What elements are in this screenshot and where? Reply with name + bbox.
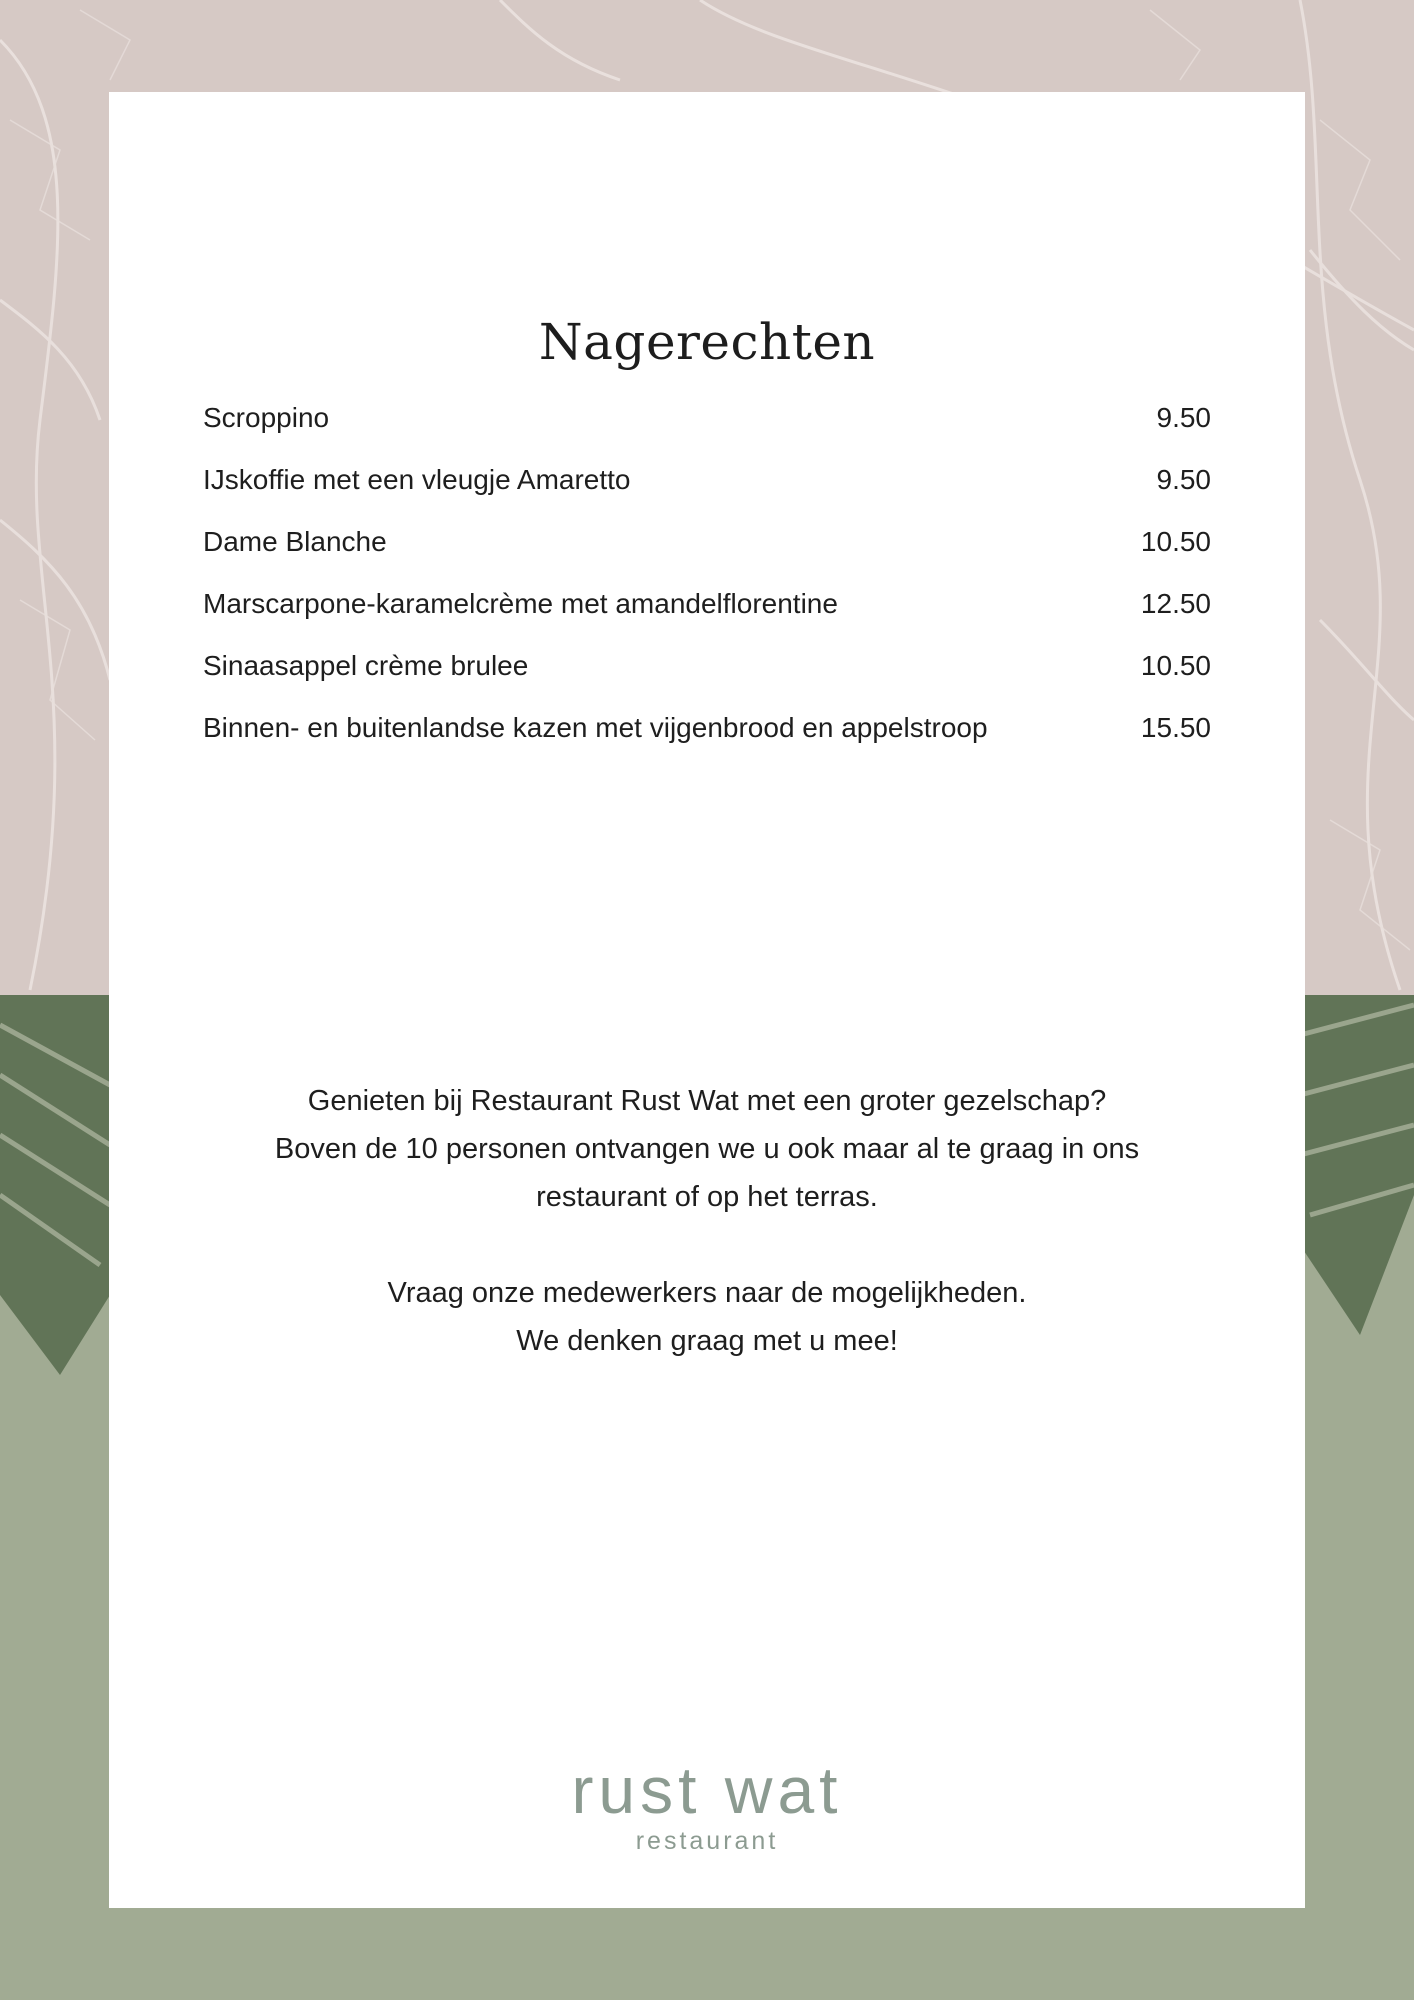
menu-item-name: Scroppino bbox=[203, 402, 330, 433]
group-info-text bbox=[109, 1077, 1305, 1365]
info-line: We denken graag met u mee! bbox=[516, 1325, 898, 1357]
logo-wordmark: rust wat bbox=[571, 1753, 843, 1827]
menu-item-price: 9.50 bbox=[1156, 464, 1211, 495]
paragraph-spacer bbox=[109, 1221, 1305, 1269]
menu-item-name: Binnen- en buitenlandse kazen met vijgenbrood en appelstroop bbox=[203, 712, 988, 743]
menu-item-name: Marscarpone-karamelcrème met amandelflorentine bbox=[203, 588, 838, 619]
info-line: Genieten bij Restaurant Rust Wat met een groter gezelschap? bbox=[307, 1085, 1107, 1117]
menu-item-name: IJskoffie met een vleugje Amaretto bbox=[203, 464, 631, 495]
menu-item bbox=[203, 644, 1211, 706]
info-line: Vraag onze medewerkers naar de mogelijkheden. bbox=[387, 1277, 1027, 1309]
logo-subtitle: restaurant bbox=[635, 1827, 779, 1855]
menu-item bbox=[203, 396, 1211, 458]
restaurant-logo bbox=[109, 1753, 1305, 1855]
info-line: restaurant of op het terras. bbox=[536, 1181, 878, 1213]
menu-item bbox=[203, 582, 1211, 644]
menu-item bbox=[203, 458, 1211, 520]
menu-item-price: 15.50 bbox=[1140, 712, 1211, 743]
menu-item-name: Sinaasappel crème brulee bbox=[203, 650, 529, 681]
info-line: Boven de 10 personen ontvangen we u ook maar al te graag in ons bbox=[274, 1133, 1140, 1165]
menu-item-price: 10.50 bbox=[1140, 650, 1211, 681]
menu-card bbox=[109, 92, 1305, 1908]
menu-item-price: 10.50 bbox=[1140, 526, 1211, 557]
menu-item-price: 9.50 bbox=[1156, 402, 1211, 433]
menu-item-price: 12.50 bbox=[1140, 588, 1211, 619]
menu-item bbox=[203, 706, 1211, 768]
dessert-list bbox=[203, 396, 1211, 768]
menu-item bbox=[203, 520, 1211, 582]
menu-title: Nagerechten bbox=[538, 313, 876, 371]
menu-item-name: Dame Blanche bbox=[203, 526, 387, 557]
